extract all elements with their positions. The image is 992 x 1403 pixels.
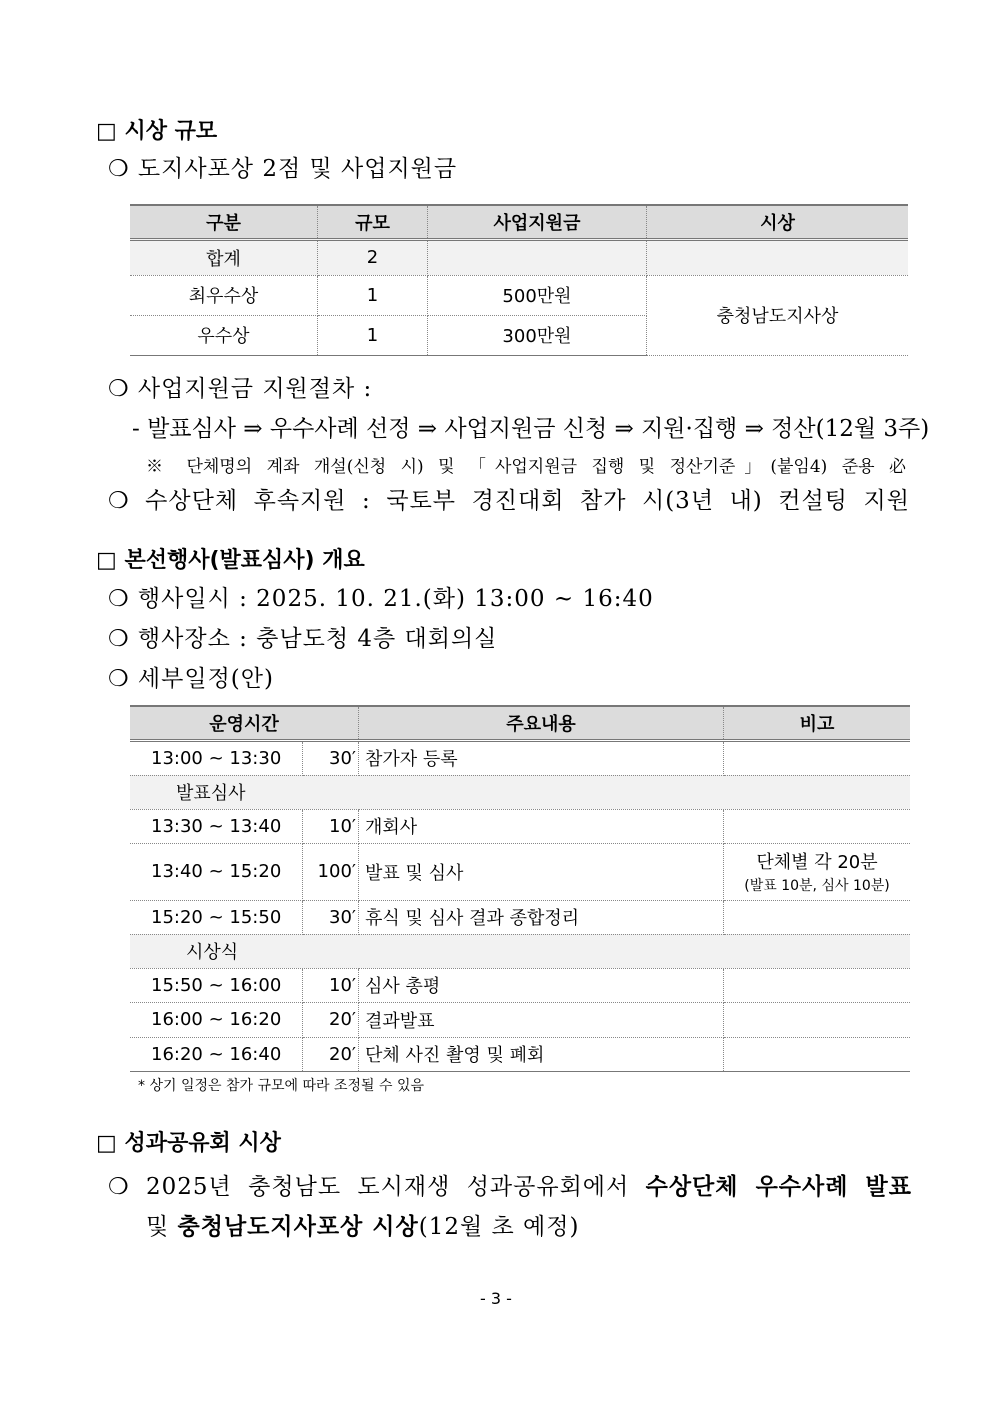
- cell-time: 13:30 ~ 13:40: [130, 809, 303, 843]
- table-row: [130, 275, 908, 315]
- bullet-fund-procedure: ❍ 사업지원금 지원절차 :: [108, 376, 373, 402]
- page-number: - 3 -: [480, 1289, 512, 1308]
- section-title-award-scale: □ 시상 규모: [96, 119, 218, 144]
- procedure-note: ※ 단체명의 계좌 개설(신청 시) 및 「사업지원금 집행 및 정산기준」(붙임4) 준용 必: [146, 457, 906, 477]
- section-label: 발표심사: [130, 775, 910, 809]
- cell-content: 발표 및 심사: [359, 843, 724, 900]
- table-row: [130, 740, 910, 775]
- emphasis-text: 수상단체 우수사례 발표: [645, 1173, 912, 1200]
- text: (12월 초 예정): [418, 1214, 580, 1240]
- emphasis-text: 충청남도지사포상 시상: [177, 1213, 419, 1240]
- cell-content: 심사 총평: [359, 968, 724, 1002]
- table-row: [130, 239, 908, 275]
- section-row: [130, 775, 910, 809]
- cell-duration: 10′: [303, 809, 359, 843]
- header-time: 운영시간: [130, 706, 359, 740]
- cell-duration: 20′: [303, 1002, 359, 1037]
- cell-note: [724, 900, 911, 934]
- cell-note: [724, 809, 911, 843]
- bullet-event-venue: ❍ 행사장소 : 충남도청 4층 대회의실: [108, 626, 498, 652]
- schedule-table: [130, 705, 910, 1072]
- header-fund: 사업지원금: [428, 205, 647, 239]
- table-row: [130, 1037, 910, 1071]
- cell-note: [724, 968, 911, 1002]
- cell-scale: 2: [318, 239, 428, 275]
- cell-content: 결과발표: [359, 1002, 724, 1037]
- cell-duration: 30′: [303, 740, 359, 775]
- cell-award: 충청남도지사상: [647, 275, 909, 355]
- table-row: [130, 1002, 910, 1037]
- section-title-sharing-award: □ 성과공유회 시상: [96, 1131, 281, 1156]
- section-label: 시상식: [130, 934, 910, 968]
- bullet-schedule: ❍ 세부일정(안): [108, 666, 274, 692]
- cell-duration: 30′: [303, 900, 359, 934]
- header-scale: 규모: [318, 205, 428, 239]
- text: ❍ 2025년 충청남도 도시재생 성과공유회에서: [108, 1174, 646, 1200]
- cell-category: 최우수상: [130, 275, 318, 315]
- bullet-event-date: ❍ 행사일시 : 2025. 10. 21.(화) 13:00 ~ 16:40: [108, 586, 654, 612]
- cell-note: [724, 740, 911, 775]
- cell-category: 합계: [130, 239, 318, 275]
- header-award: 시상: [647, 205, 909, 239]
- header-category: 구분: [130, 205, 318, 239]
- cell-time: 15:20 ~ 15:50: [130, 900, 303, 934]
- cell-scale: 1: [318, 275, 428, 315]
- cell-note: [724, 1002, 911, 1037]
- cell-duration: 10′: [303, 968, 359, 1002]
- cell-time: 13:00 ~ 13:30: [130, 740, 303, 775]
- cell-scale: 1: [318, 315, 428, 355]
- table-row: [130, 809, 910, 843]
- cell-note: [724, 843, 911, 900]
- cell-time: 15:50 ~ 16:00: [130, 968, 303, 1002]
- cell-time: 16:00 ~ 16:20: [130, 1002, 303, 1037]
- bullet-followup-support: ❍ 수상단체 후속지원 : 국토부 경진대회 참가 시(3년 내) 컨설팅 지원: [108, 488, 910, 514]
- text: 및: [146, 1214, 178, 1240]
- cell-fund: [428, 239, 647, 275]
- table-row: [130, 900, 910, 934]
- cell-fund: 300만원: [428, 315, 647, 355]
- header-content: 주요내용: [359, 706, 724, 740]
- note-subtext: (발표 10분, 심사 10분): [744, 878, 890, 894]
- cell-duration: 20′: [303, 1037, 359, 1071]
- schedule-footnote: * 상기 일정은 참가 규모에 따라 조정될 수 있음: [138, 1078, 425, 1094]
- note-text: 단체별 각 20분: [756, 852, 878, 873]
- cell-content: 단체 사진 촬영 및 폐회: [359, 1037, 724, 1071]
- cell-duration: 100′: [303, 843, 359, 900]
- table-row: [130, 968, 910, 1002]
- cell-note: [724, 1037, 911, 1071]
- cell-time: 13:40 ~ 15:20: [130, 843, 303, 900]
- cell-category: 우수상: [130, 315, 318, 355]
- cell-content: 휴식 및 심사 결과 종합정리: [359, 900, 724, 934]
- cell-fund: 500만원: [428, 275, 647, 315]
- cell-content: 개회사: [359, 809, 724, 843]
- procedure-steps: - 발표심사 ⇒ 우수사례 선정 ⇒ 사업지원금 신청 ⇒ 지원·집행 ⇒ 정산(12월 3주): [132, 416, 930, 442]
- sharing-line-1: [108, 1168, 912, 1201]
- sharing-line-2: [146, 1208, 579, 1241]
- bullet-award-count: ❍ 도지사포상 2점 및 사업지원금: [108, 156, 458, 182]
- section-row: [130, 934, 910, 968]
- section-title-event-overview: □ 본선행사(발표심사) 개요: [96, 548, 365, 573]
- cell-time: 16:20 ~ 16:40: [130, 1037, 303, 1071]
- cell-award: [647, 239, 909, 275]
- cell-content: 참가자 등록: [359, 740, 724, 775]
- award-table: [130, 204, 908, 356]
- table-row: [130, 843, 910, 900]
- header-note: 비고: [724, 706, 911, 740]
